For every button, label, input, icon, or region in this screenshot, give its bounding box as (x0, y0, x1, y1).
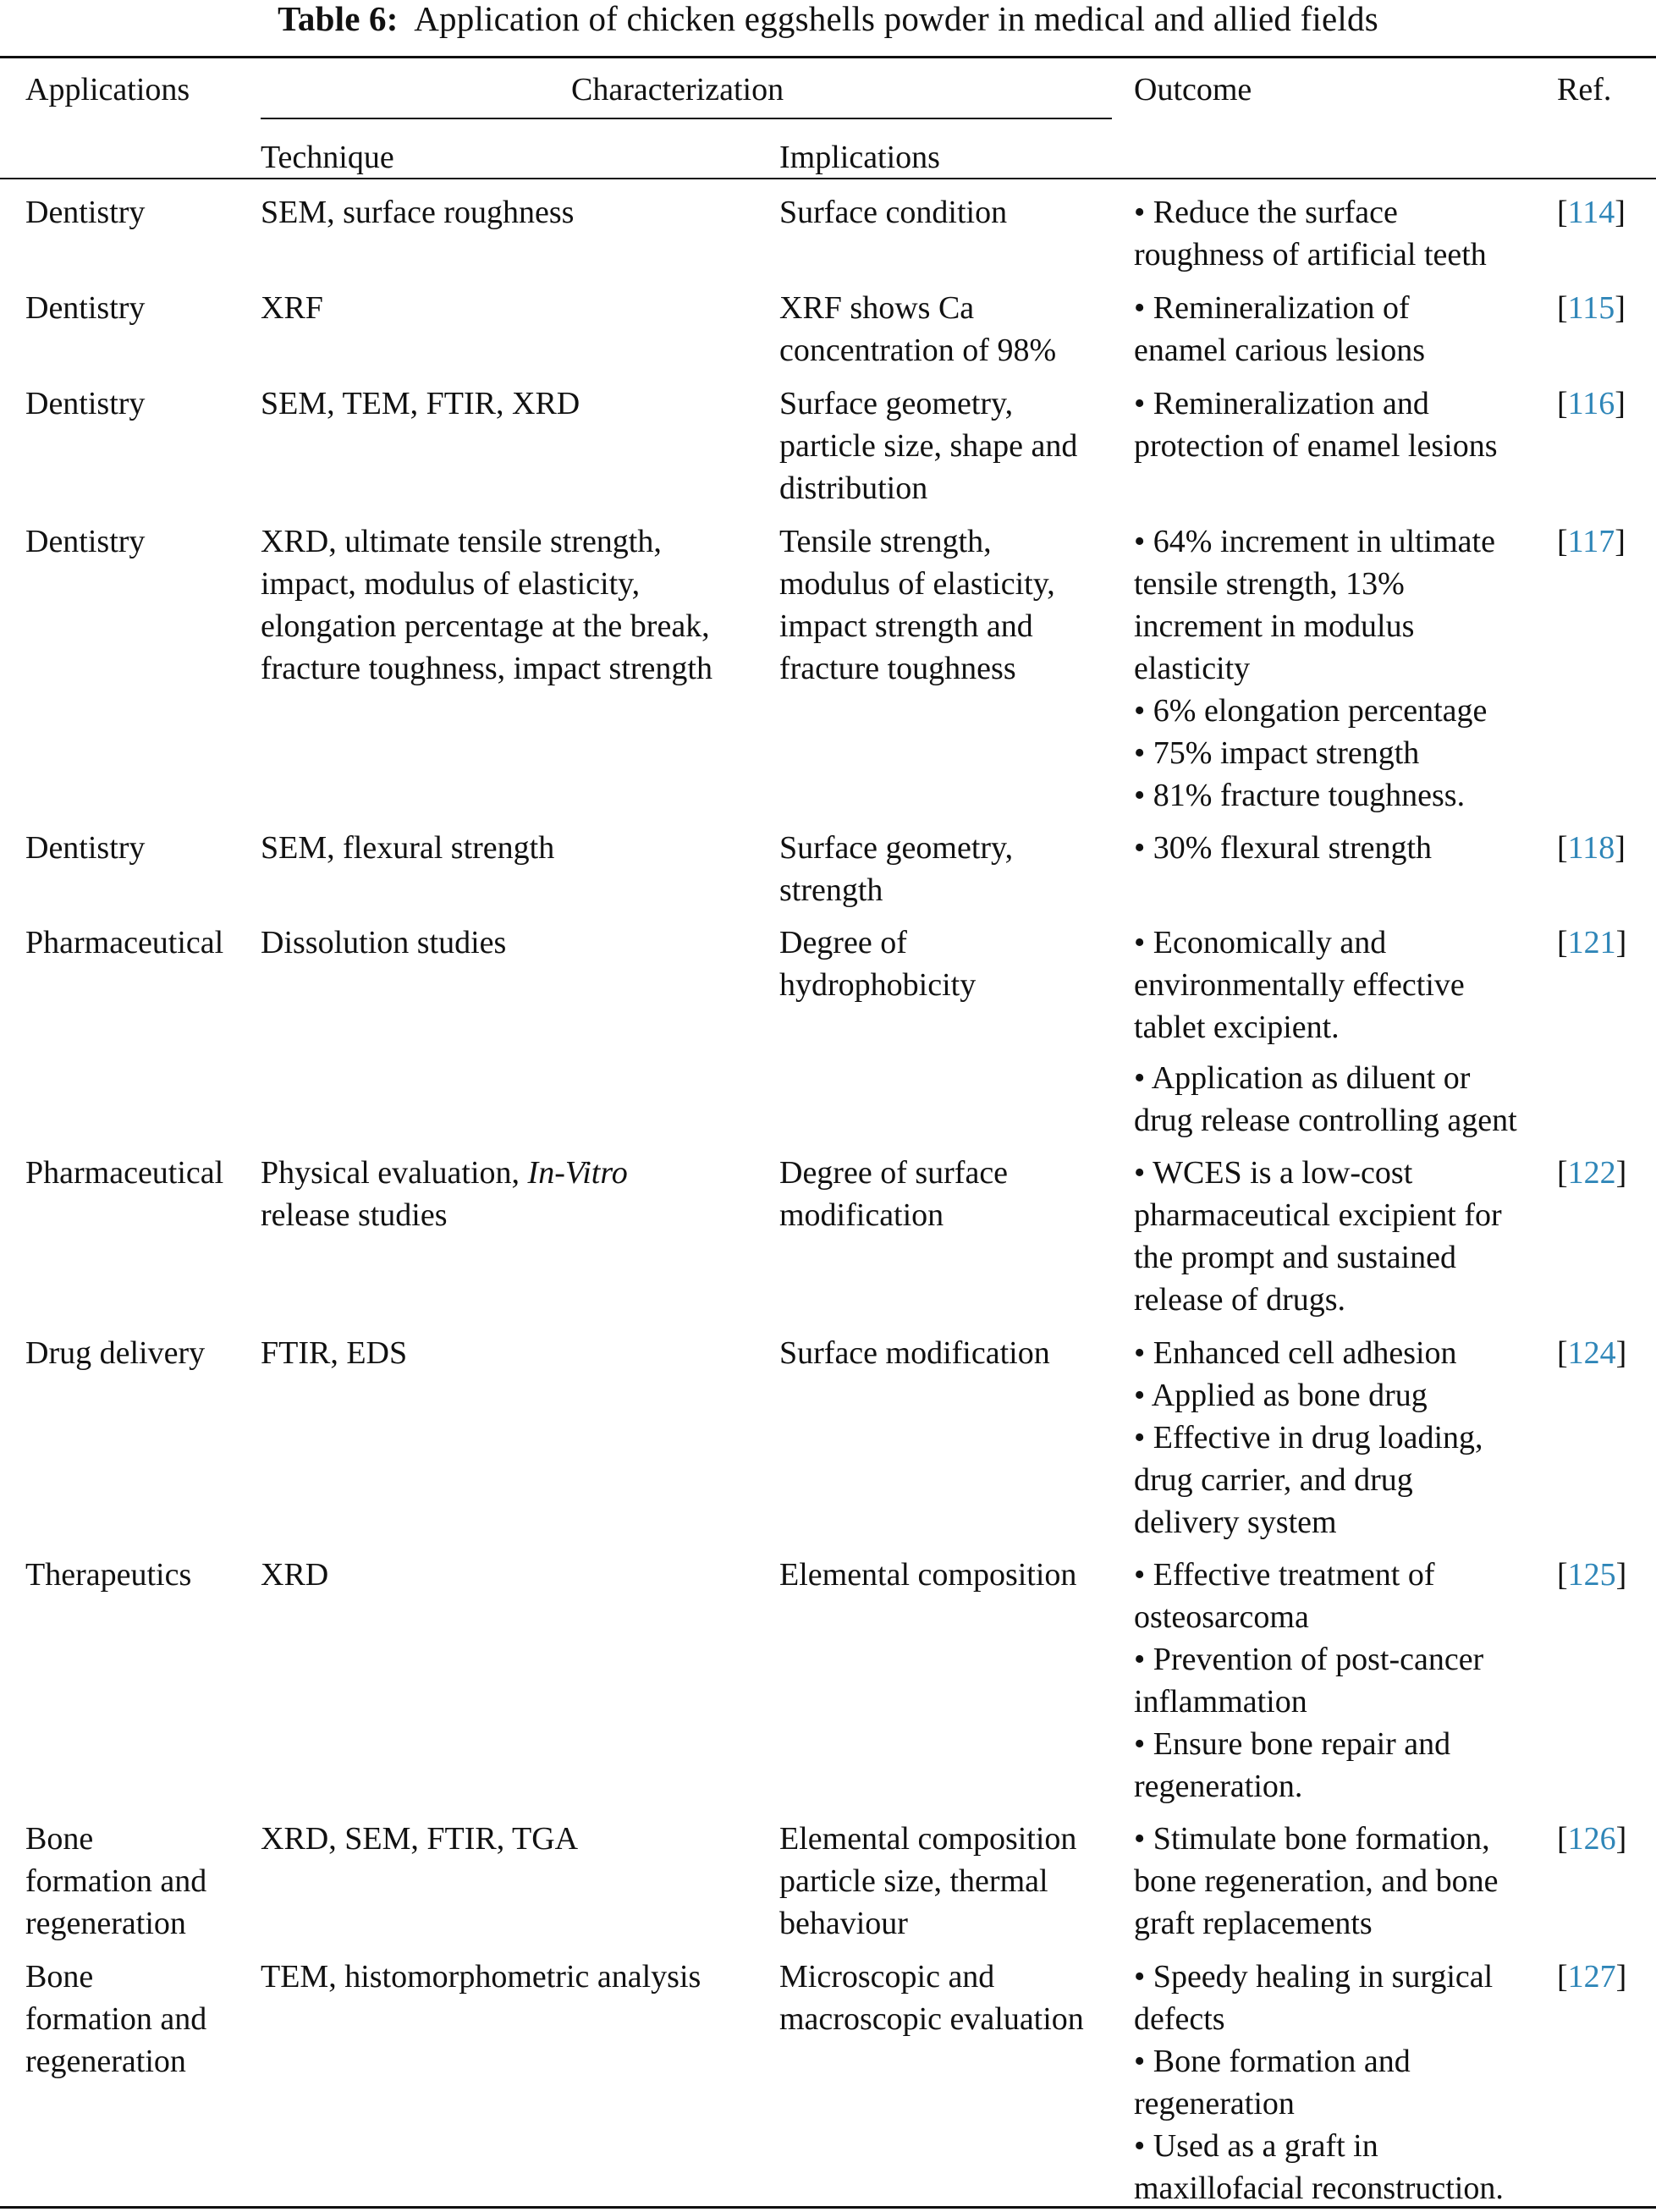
technique-cell (261, 520, 712, 690)
implications-cell (779, 1332, 1050, 1374)
header-outcome: Outcome (1134, 72, 1252, 107)
ref-link[interactable]: 114 (1567, 195, 1615, 230)
outcome-line: • Effective in drug loading, (1134, 1420, 1483, 1455)
technique-cell (261, 922, 506, 964)
outcome-cell (1134, 382, 1498, 467)
ref-link[interactable]: 115 (1567, 290, 1615, 326)
outcome-cell (1134, 1554, 1483, 1808)
outcome-line: • Prevention of post-cancer (1134, 1642, 1484, 1677)
technique-line: SEM, flexural strength (261, 830, 555, 866)
implications-line: Degree of surface (779, 1155, 1009, 1191)
outcome-line: enamel carious lesions (1134, 333, 1426, 368)
application-line: formation and (25, 2001, 207, 2037)
application-line: Dentistry (25, 830, 146, 866)
technique-line: XRD (261, 1557, 329, 1593)
outcome-line: drug carrier, and drug (1134, 1462, 1413, 1498)
application-cell (25, 1554, 191, 1596)
application-line: regeneration (25, 1906, 186, 1941)
application-line: Dentistry (25, 195, 146, 230)
ref-cell: [127] (1557, 1959, 1627, 1995)
outcome-line: tensile strength, 13% (1134, 566, 1405, 602)
technique-line: elongation percentage at the break, (261, 608, 710, 644)
outcome-line: pharmaceutical excipient for (1134, 1197, 1502, 1233)
implications-line: behaviour (779, 1906, 908, 1941)
outcome-line: maxillofacial reconstruction. (1134, 2171, 1504, 2206)
outcome-line: • Reduce the surface (1134, 195, 1398, 230)
technique-cell (261, 1332, 407, 1374)
outcome-cell (1134, 520, 1495, 817)
outcome-line: • Speedy healing in surgical (1134, 1959, 1494, 1995)
outcome-cell (1134, 191, 1487, 276)
implications-line: Microscopic and (779, 1959, 995, 1995)
technique-cell (261, 827, 554, 869)
technique-line: SEM, surface roughness (261, 195, 575, 230)
outcome-line: roughness of artificial teeth (1134, 237, 1487, 272)
implications-line: XRF shows Ca (779, 290, 975, 326)
implications-line: Surface geometry, (779, 386, 1014, 421)
implications-cell (779, 1554, 1076, 1596)
application-cell (25, 1818, 206, 1945)
outcome-line: • Stimulate bone formation, (1134, 1821, 1490, 1857)
outcome-line: • Ensure bone repair and (1134, 1726, 1451, 1762)
application-line: regeneration (25, 2044, 186, 2079)
outcome-line: • Remineralization and (1134, 386, 1429, 421)
implications-line: particle size, thermal (779, 1863, 1048, 1899)
application-cell (25, 520, 145, 563)
technique-cell (261, 382, 580, 425)
outcome-cell (1134, 287, 1425, 371)
outcome-cell (1134, 827, 1432, 869)
ref-link[interactable]: 118 (1567, 830, 1615, 866)
application-line: Dentistry (25, 386, 146, 421)
outcome-line: osteosarcoma (1134, 1599, 1309, 1635)
technique-cell (261, 1152, 628, 1236)
ref-link[interactable]: 124 (1567, 1335, 1616, 1371)
technique-cell (261, 287, 323, 329)
technique-text: Physical evaluation, (261, 1155, 528, 1191)
technique-line: TEM, histomorphometric analysis (261, 1959, 701, 1995)
characterization-rule (261, 118, 1112, 119)
header-technique: Technique (261, 140, 394, 175)
implications-line: Degree of (779, 925, 907, 960)
ref-cell: [124] (1557, 1335, 1627, 1371)
ref-link[interactable]: 116 (1567, 386, 1615, 421)
header-characterization: Characterization (571, 72, 784, 107)
outcome-cell (1134, 922, 1517, 1142)
implications-line: Surface geometry, (779, 830, 1014, 866)
implications-line: impact strength and (779, 608, 1033, 644)
ref-link[interactable]: 117 (1567, 524, 1615, 559)
implications-line: distribution (779, 470, 928, 506)
header-implications: Implications (779, 140, 940, 175)
technique-line: FTIR, EDS (261, 1335, 408, 1371)
ref-link[interactable]: 126 (1567, 1821, 1616, 1857)
outcome-line: elasticity (1134, 651, 1251, 686)
implications-line: Elemental composition (779, 1557, 1077, 1593)
outcome-line: • Application as diluent or (1134, 1060, 1471, 1096)
application-cell (25, 922, 223, 964)
ref-cell: [114] (1557, 195, 1626, 230)
implications-line: concentration of 98% (779, 333, 1057, 368)
ref-cell: [117] (1557, 524, 1626, 559)
implications-line: modulus of elasticity, (779, 566, 1055, 602)
implications-line: particle size, shape and (779, 428, 1078, 464)
outcome-cell (1134, 1818, 1499, 1945)
outcome-line: drug release controlling agent (1134, 1103, 1517, 1138)
outcome-line: • 30% flexural strength (1134, 830, 1433, 866)
outcome-line: defects (1134, 2001, 1225, 2037)
technique-line: XRD, SEM, FTIR, TGA (261, 1821, 579, 1857)
header-ref: Ref. (1557, 72, 1612, 107)
outcome-line: • 81% fracture toughness. (1134, 778, 1466, 813)
application-line: Pharmaceutical (25, 1155, 224, 1191)
application-line: Bone (25, 1959, 94, 1995)
outcome-line: increment in modulus (1134, 608, 1415, 644)
application-line: Drug delivery (25, 1335, 206, 1371)
outcome-line: tablet excipient. (1134, 1010, 1340, 1045)
technique-line: SEM, TEM, FTIR, XRD (261, 386, 580, 421)
outcome-line: • WCES is a low-cost (1134, 1155, 1413, 1191)
outcome-line: • Enhanced cell adhesion (1134, 1335, 1457, 1371)
implications-cell (779, 520, 1055, 690)
application-line: formation and (25, 1863, 207, 1899)
technique-line: Dissolution studies (261, 925, 507, 960)
ref-link[interactable]: 121 (1567, 925, 1616, 960)
outcome-line: • 64% increment in ultimate (1134, 524, 1495, 559)
application-cell (25, 827, 145, 869)
ref-cell: [115] (1557, 290, 1626, 326)
outcome-line: • Effective treatment of (1134, 1557, 1435, 1593)
outcome-line: bone regeneration, and bone (1134, 1863, 1499, 1899)
application-cell (25, 287, 145, 329)
application-line: Dentistry (25, 290, 146, 326)
ref-cell: [118] (1557, 830, 1626, 866)
technique-line: release studies (261, 1197, 448, 1233)
application-cell (25, 1332, 205, 1374)
technique-line (261, 1152, 628, 1194)
caption-text: Application of chicken eggshells powder in medical and allied fields (414, 0, 1378, 38)
outcome-line: release of drugs. (1134, 1282, 1346, 1318)
technique-cell (261, 1956, 701, 1998)
outcome-line: the prompt and sustained (1134, 1240, 1456, 1275)
implications-cell (779, 827, 1013, 911)
implications-cell (779, 287, 1056, 371)
implications-line: modification (779, 1197, 944, 1233)
application-line: Therapeutics (25, 1557, 192, 1593)
outcome-line: • Economically and (1134, 925, 1387, 960)
implications-cell (779, 1956, 1084, 2040)
implications-line: hydrophobicity (779, 967, 977, 1003)
ref-cell: [122] (1557, 1155, 1627, 1191)
outcome-line: regeneration. (1134, 1769, 1303, 1804)
application-cell (25, 191, 145, 234)
ref-cell: [121] (1557, 925, 1627, 960)
outcome-line: • 6% elongation percentage (1134, 693, 1488, 729)
technique-line: XRF (261, 290, 323, 326)
technique-line: XRD, ultimate tensile strength, (261, 524, 662, 559)
implications-line: strength (779, 872, 883, 908)
outcome-line: delivery system (1134, 1505, 1337, 1540)
ref-cell: [116] (1557, 386, 1626, 421)
outcome-line: protection of enamel lesions (1134, 428, 1498, 464)
top-rule (0, 56, 1656, 58)
application-cell (25, 1152, 223, 1194)
technique-cell (261, 1818, 578, 1860)
outcome-cell (1134, 1956, 1504, 2209)
outcome-cell (1134, 1332, 1483, 1543)
outcome-line: environmentally effective (1134, 967, 1465, 1003)
outcome-line: • Applied as bone drug (1134, 1378, 1428, 1413)
outcome-line: • Bone formation and (1134, 2044, 1411, 2079)
ref-link[interactable]: 127 (1567, 1959, 1616, 1995)
outcome-line: regeneration (1134, 2086, 1295, 2121)
table-caption (0, 0, 1656, 37)
application-cell (25, 382, 145, 425)
technique-italic-text: In-Vitro (527, 1155, 628, 1191)
implications-cell (779, 382, 1077, 509)
outcome-line: graft replacements (1134, 1906, 1373, 1941)
implications-cell (779, 922, 976, 1006)
caption-label: Table 6: (278, 0, 399, 38)
ref-link[interactable]: 122 (1567, 1155, 1616, 1191)
outcome-cell (1134, 1152, 1502, 1321)
application-line: Bone (25, 1821, 94, 1857)
technique-line: impact, modulus of elasticity, (261, 566, 641, 602)
outcome-line: • 75% impact strength (1134, 735, 1420, 771)
outcome-line: • Used as a graft in (1134, 2128, 1378, 2164)
implications-line: Surface modification (779, 1335, 1050, 1371)
implications-cell (779, 1152, 1008, 1236)
implications-line: macroscopic evaluation (779, 2001, 1084, 2037)
application-line: Dentistry (25, 524, 146, 559)
application-cell (25, 1956, 206, 2083)
implications-cell (779, 1818, 1076, 1945)
technique-cell (261, 191, 574, 234)
ref-link[interactable]: 125 (1567, 1557, 1616, 1593)
technique-line: fracture toughness, impact strength (261, 651, 712, 686)
outcome-line: inflammation (1134, 1684, 1307, 1720)
implications-cell (779, 191, 1007, 234)
ref-cell: [126] (1557, 1821, 1627, 1857)
implications-line: Elemental composition (779, 1821, 1077, 1857)
implications-line: Surface condition (779, 195, 1008, 230)
outcome-line: • Remineralization of (1134, 290, 1410, 326)
ref-cell: [125] (1557, 1557, 1627, 1593)
implications-line: fracture toughness (779, 651, 1016, 686)
technique-cell (261, 1554, 328, 1596)
implications-line: Tensile strength, (779, 524, 992, 559)
header-applications: Applications (25, 72, 190, 107)
application-line: Pharmaceutical (25, 925, 224, 960)
